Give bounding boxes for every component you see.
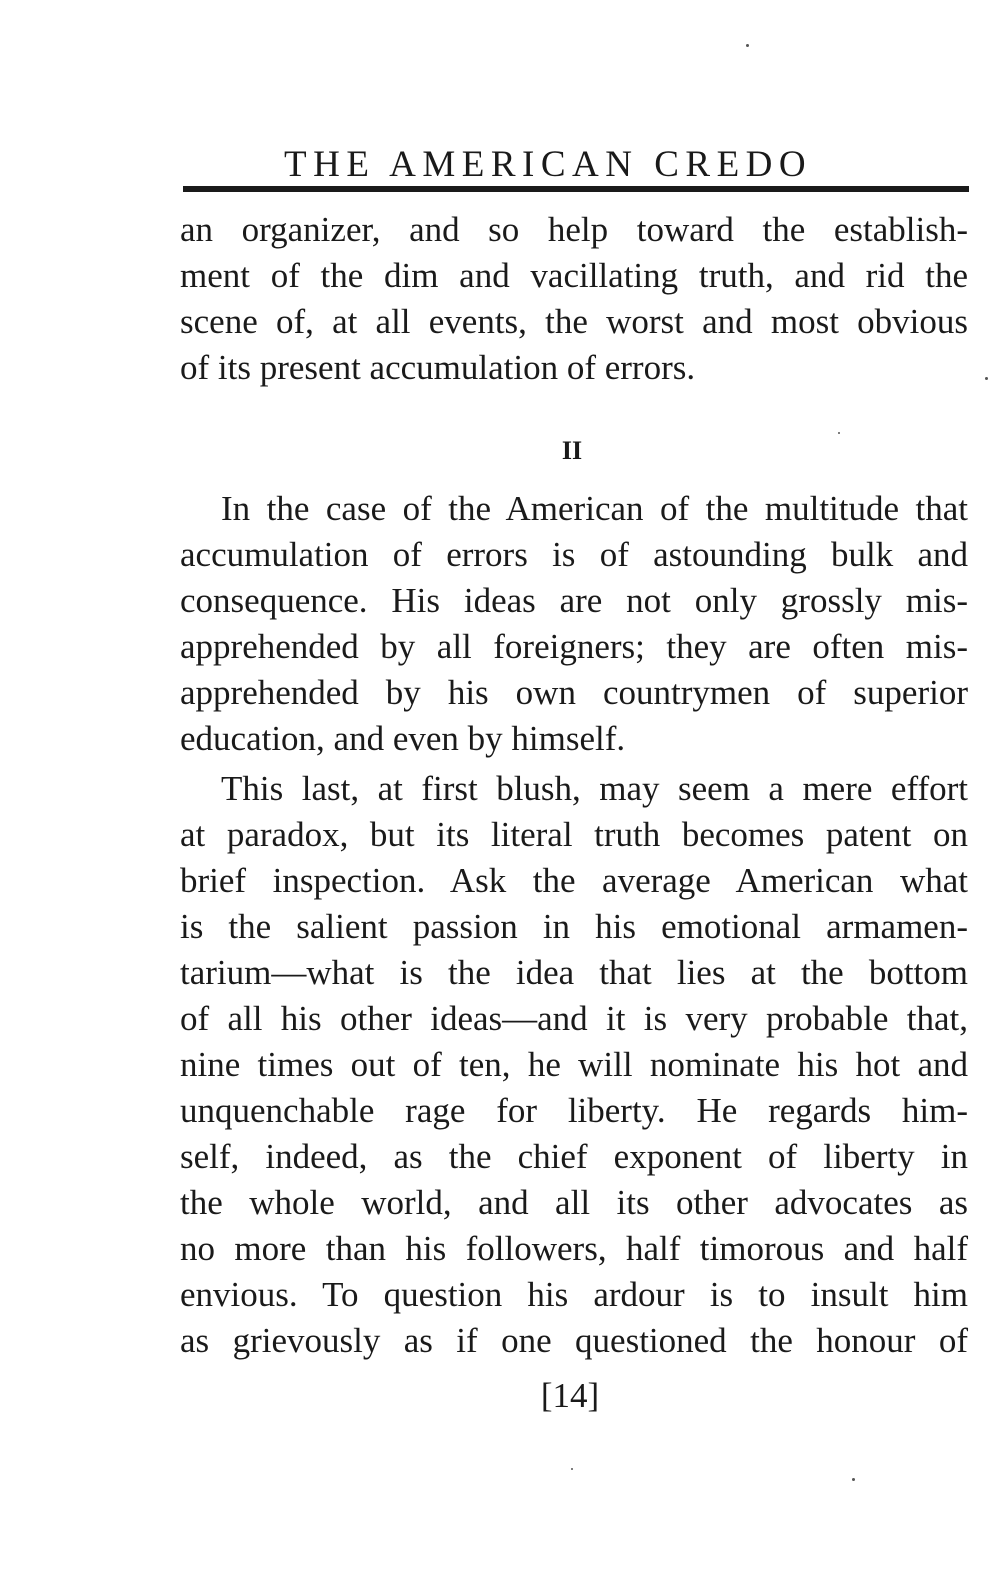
text-line: accumulation of errors is of astounding bulk and (180, 535, 968, 574)
page-number: [14] (540, 1376, 600, 1415)
text-line: ment of the dim and vacillating truth, and rid the (180, 256, 968, 295)
text-line: scene of, at all events, the worst and most obvious (180, 302, 968, 341)
text-line: apprehended by his own countrymen of superior (180, 673, 968, 712)
text-line: consequence. His ideas are not only grossly mis- (180, 581, 968, 620)
scan-speck (571, 1468, 573, 1470)
text-line: as grievously as if one questioned the honour of (180, 1321, 968, 1360)
text-line: no more than his followers, half timorous and half (180, 1229, 968, 1268)
text-line: of its present accumulation of errors. (180, 348, 696, 387)
text-line: of all his other ideas—and it is very probable that, (180, 999, 968, 1038)
scan-speck (852, 1478, 855, 1481)
text-line: In the case of the American of the multitude that (221, 489, 968, 528)
header-rule (183, 186, 969, 192)
text-line: an organizer, and so help toward the establish- (180, 210, 968, 249)
text-line: education, and even by himself. (180, 719, 626, 758)
text-line: tarium—what is the idea that lies at the bottom (180, 953, 968, 992)
running-head: THE AMERICAN CREDO (284, 144, 813, 185)
text-line: envious. To question his ardour is to insult him (180, 1275, 968, 1314)
section-number: II (561, 436, 583, 465)
scan-speck (838, 432, 840, 434)
text-line: apprehended by all foreigners; they are often mis- (180, 627, 968, 666)
text-line: nine times out of ten, he will nominate his hot and (180, 1045, 968, 1084)
text-line: unquenchable rage for liberty. He regards him- (180, 1091, 968, 1130)
scan-speck (985, 377, 988, 380)
text-line: is the salient passion in his emotional armamen- (180, 907, 968, 946)
text-line: the whole world, and all its other advocates as (180, 1183, 968, 1222)
text-line: This last, at first blush, may seem a mere effort (221, 769, 968, 808)
scan-speck (746, 44, 749, 47)
text-line: brief inspection. Ask the average American what (180, 861, 968, 900)
text-line: at paradox, but its literal truth becomes patent on (180, 815, 968, 854)
text-line: self, indeed, as the chief exponent of liberty in (180, 1137, 968, 1176)
